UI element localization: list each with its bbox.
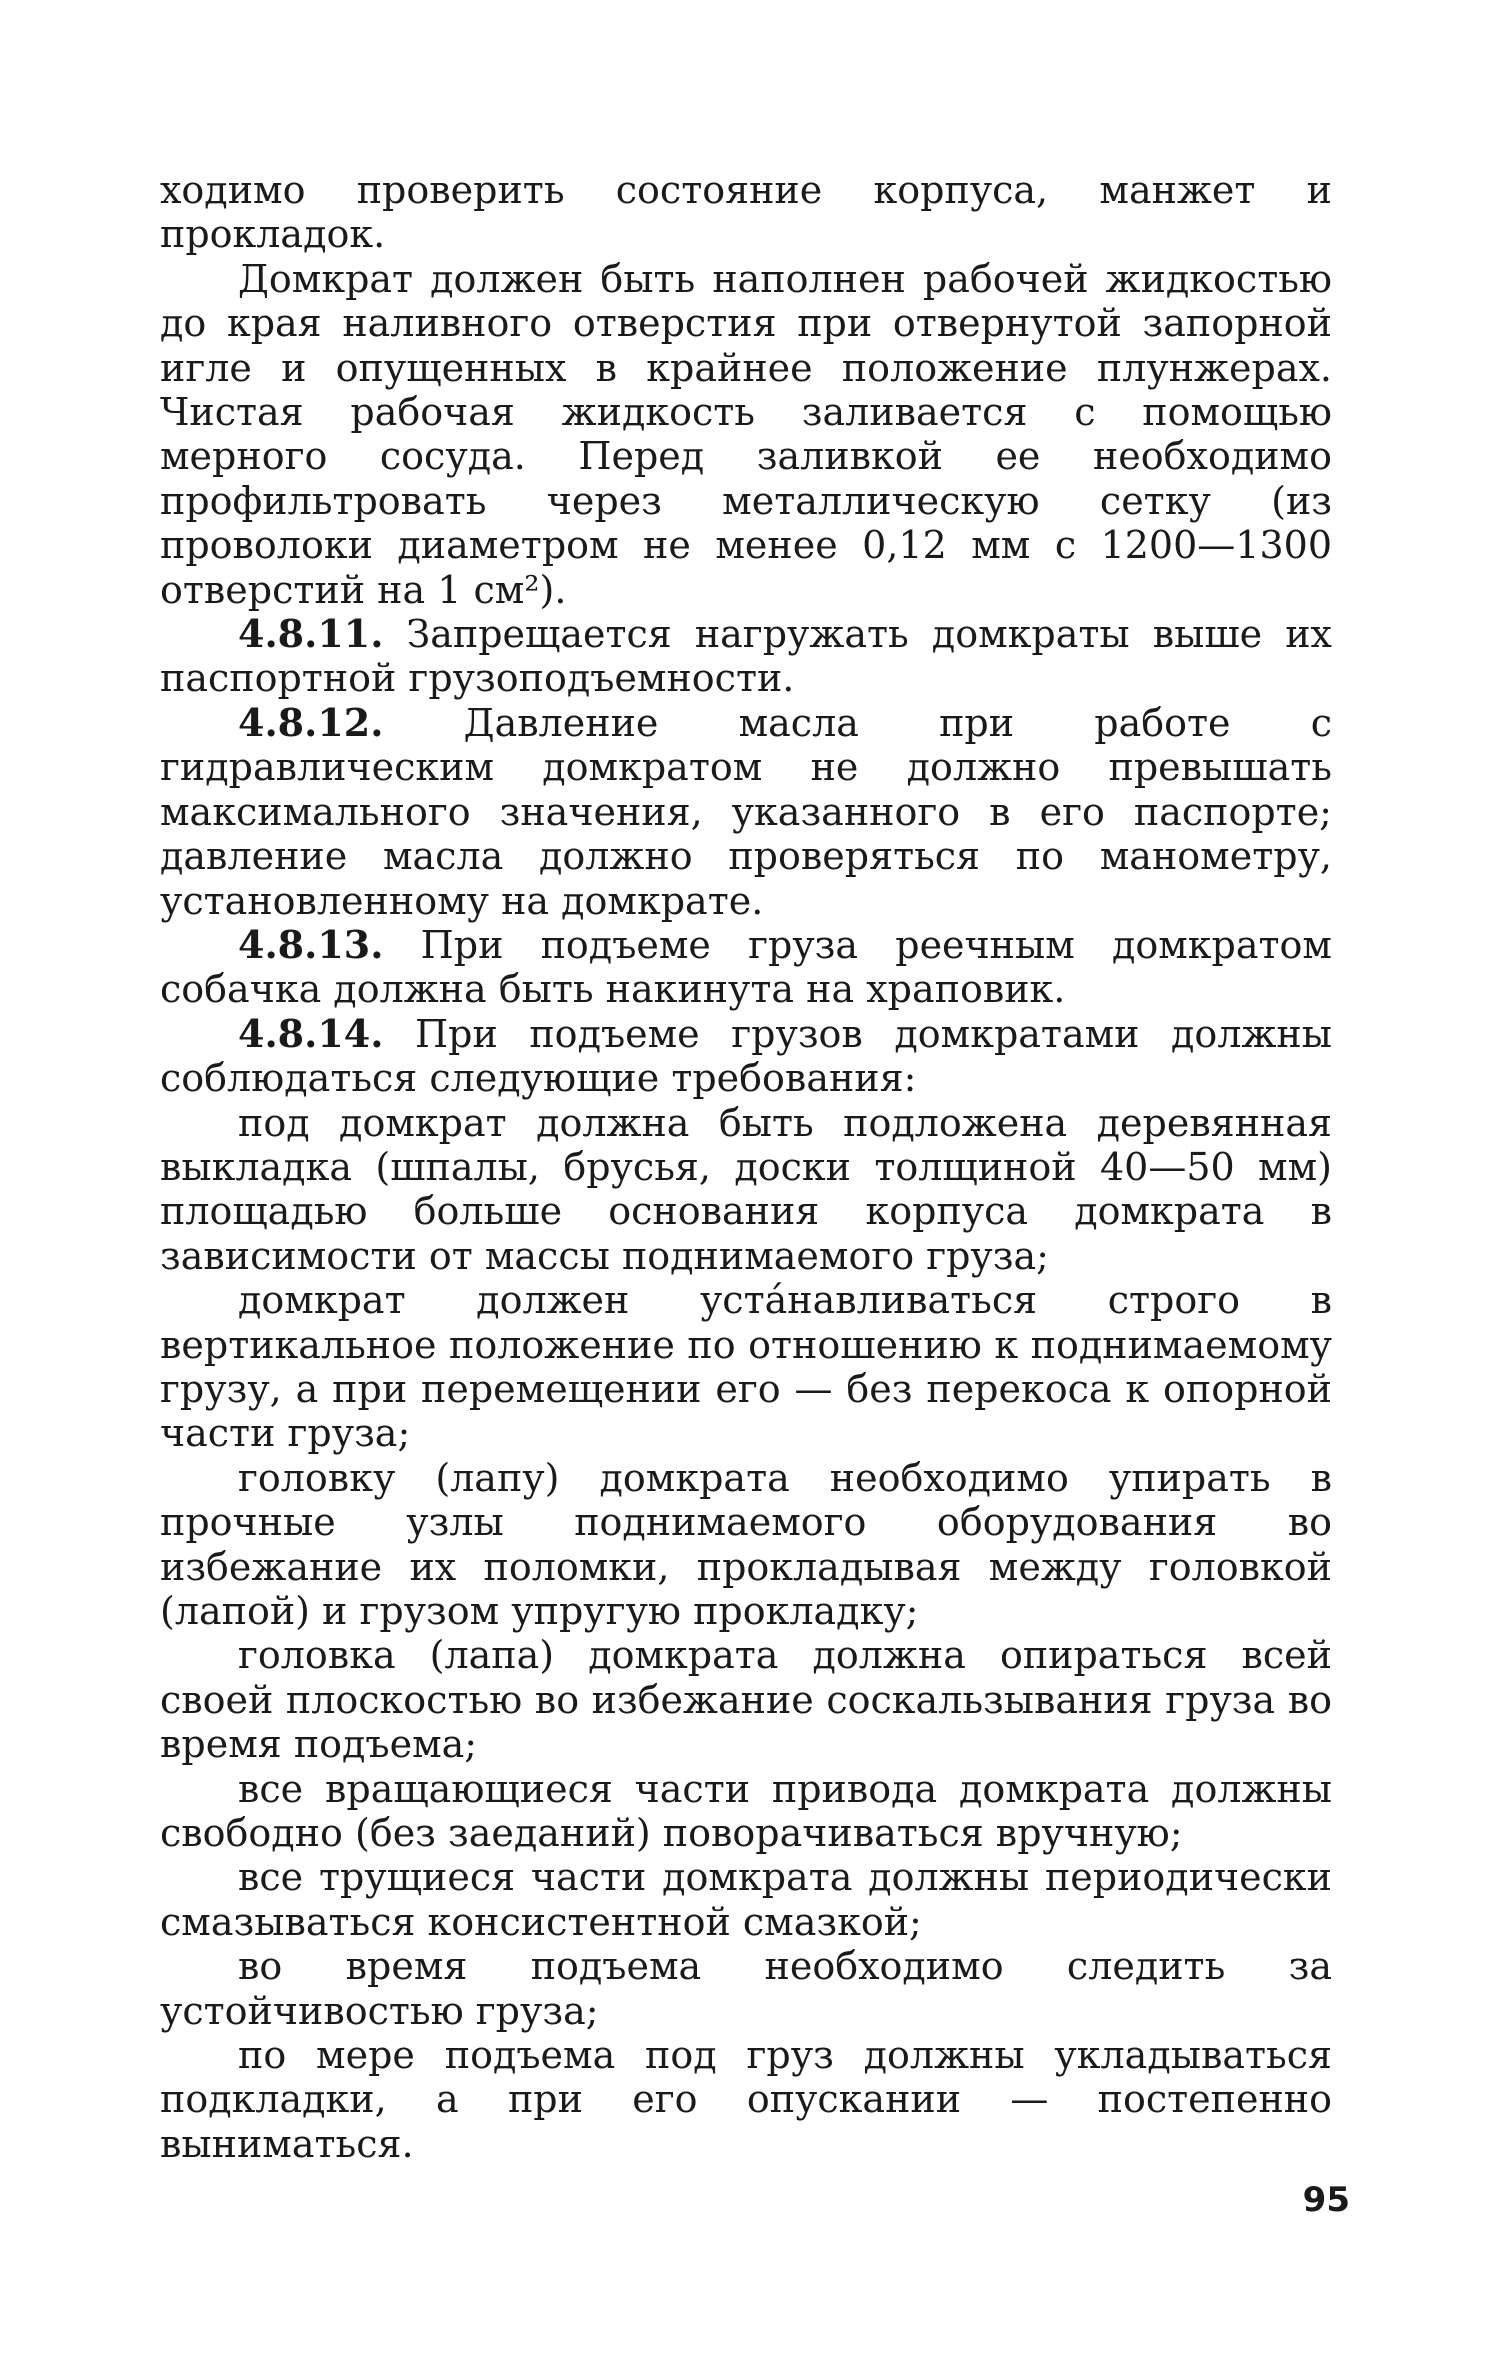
paragraph-text: Домкрат должен быть наполнен рабочей жидкостью до края наливного отверстия при отвернутой запорной игле и опущенных в крайнее положение плунжерах. Чистая рабочая жидкость заливается с помощью мерного сосуда. Перед заливкой ее необходимо профильтровать через металлическую сетку (из проволоки диаметром не менее 0,12 мм с 1200—1300 отверстий на 1 см²). <box>160 256 1332 612</box>
requirement-text: все вращающиеся части привода домкрата должны свободно (без заеданий) поворачиваться вручную; <box>160 1766 1332 1856</box>
clause-text: При подъеме грузов домкратами должны соблюдаться следующие требования: <box>160 1011 1332 1101</box>
page-number: 95 <box>1302 2180 1350 2220</box>
paragraph-text: ходимо проверить состояние корпуса, манжет и прокладок. <box>160 168 1332 257</box>
requirement-item <box>160 1633 1332 1766</box>
requirement-item <box>160 1767 1332 1856</box>
paragraph-jack-filling <box>160 257 1332 612</box>
requirement-item <box>160 2033 1332 2166</box>
requirement-text: по мере подъема под груз должны укладываться подкладки, а при его опускании — постепенно выниматься. <box>160 2033 1332 2166</box>
clause-number: 4.8.11. <box>238 611 384 657</box>
clause-4-8-12 <box>160 701 1332 923</box>
clause-number: 4.8.12. <box>238 699 384 745</box>
clause-number: 4.8.13. <box>238 921 384 967</box>
clause-number: 4.8.14. <box>238 1010 384 1056</box>
paragraph-continuation <box>160 168 1332 257</box>
requirement-text: головка (лапа) домкрата должна опираться всей своей плоскостью во избежание соскальзывания груза во время подъема; <box>160 1633 1332 1767</box>
clause-text: Давление масла при работе с гидравлическим домкратом не должно превышать максимального значения, указанного в его паспорте; давление масла должно проверяться по манометру, установленному на домкрате. <box>160 700 1332 923</box>
clause-text: Запрещается нагружать домкраты выше их паспортной грузоподъемности. <box>160 612 1332 701</box>
requirement-text: головку (лапу) домкрата необходимо упирать в прочные узлы поднимаемого оборудования во избежание их поломки, прокладывая между головкой (лапой) и грузом упругую прокладку; <box>160 1455 1332 1633</box>
requirement-text: домкрат должен устáнавливаться строго в вертикальное положение по отношению к поднимаемому грузу, а при перемещении его — без перекоса к опорной части груза; <box>160 1278 1332 1456</box>
requirement-item <box>160 1855 1332 1944</box>
clause-4-8-13 <box>160 923 1332 1012</box>
requirement-item <box>160 1456 1332 1634</box>
document-page-body <box>160 168 1332 2166</box>
requirement-text: во время подъема необходимо следить за устойчивостью груза; <box>160 1944 1332 2033</box>
clause-4-8-11 <box>160 612 1332 701</box>
requirement-item <box>160 1944 1332 2033</box>
requirement-text: все трущиеся части домкрата должны периодически смазываться консистентной смазкой; <box>160 1855 1332 1944</box>
clause-text: При подъеме груза реечным домкратом собачка должна быть накинута на храповик. <box>160 922 1332 1012</box>
requirement-item <box>160 1278 1332 1456</box>
clause-4-8-14 <box>160 1012 1332 1101</box>
requirement-item <box>160 1101 1332 1279</box>
requirement-text: под домкрат должна быть подложена деревянная выкладка (шпалы, брусья, доски толщиной 40—50 мм) площадью больше основания корпуса домкрата в зависимости от массы поднимаемого груза; <box>160 1100 1332 1278</box>
